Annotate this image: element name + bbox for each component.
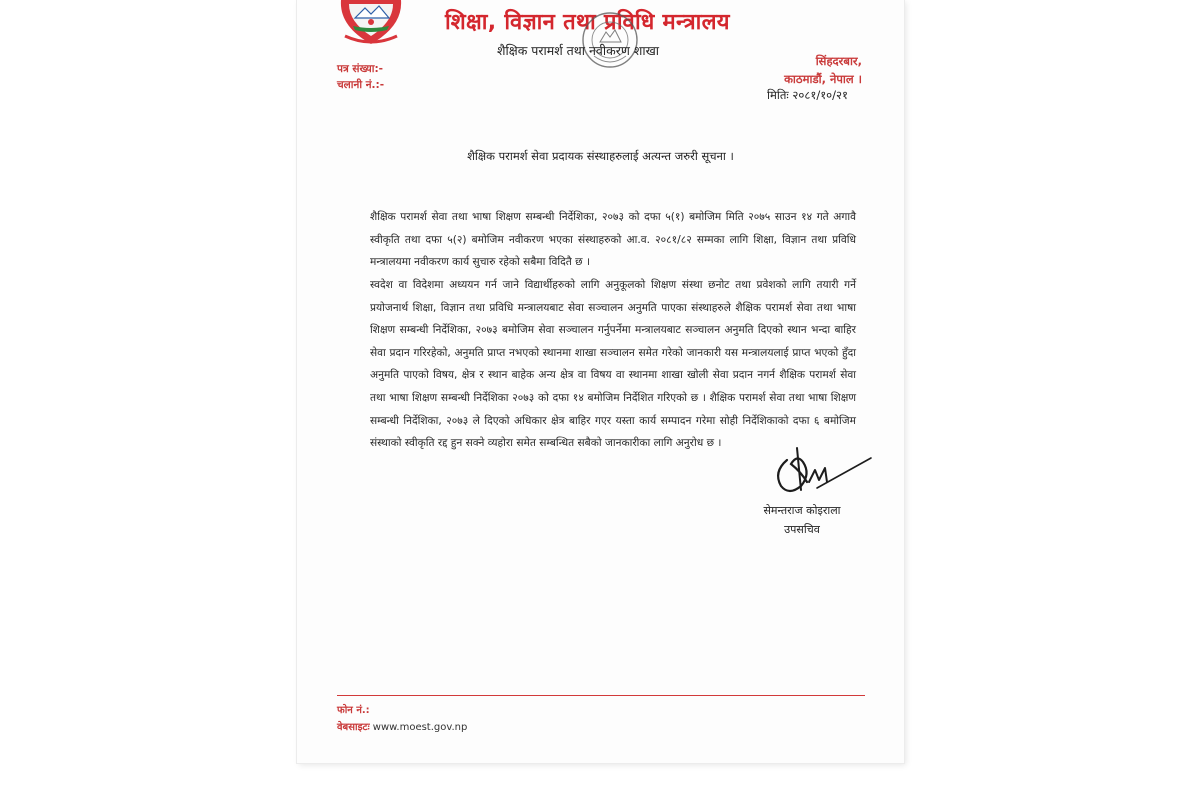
section-name: शैक्षिक परामर्श तथा नवीकरण शाखा [497,43,660,58]
letter-date: मितिः २०८१/१०/२१ [767,88,848,102]
address-line-1: सिंहदरबार, [815,54,862,68]
handwritten-signature [767,442,877,504]
signatory-name: सेमन्तराज कोइराला [763,504,841,517]
footer-phone [337,702,370,716]
footer-website [337,719,467,733]
nepal-government-emblem-icon [335,0,407,46]
footer-divider [337,695,865,696]
phone-label: फोन नं.: [337,705,370,716]
signatory-designation: उपसचिव [784,523,820,536]
notice-subject: शैक्षिक परामर्श सेवा प्रदायक संस्थाहरुलाई अत्यन्त जरुरी सूचना । [467,149,734,163]
body-paragraph-2: स्वदेश वा विदेशमा अध्ययन गर्न जाने विद्यार्थीहरुको लागि अनुकूलको शिक्षण संस्था छनोट तथा प्रवेशको लागि तयारी गर्ने प्रयोजनार्थ शिक्षा, विज्ञान तथा प्रविधि मन्त्रालयबाट सेवा सञ्चालन अनुमति पाएका संस्थाहरुले शैक्षिक परामर्श सेवा तथा भाषा शिक्षण सम्बन्धी निर्देशिका, २०७३ बमोजिम सेवा सञ्चालन गर्नुपर्नेमा मन्त्रालयबाट सञ्चालन अनुमति दिएको स्थान भन्दा बाहिर सेवा प्रदान गरिरहेको, अनुमति प्राप्त नभएको स्थानमा शाखा सञ्चालन समेत गरेको जानकारी यस मन्त्रालयलाई प्राप्त भएको हुँदा अनुमति पाएको विषय, क्षेत्र र स्थान बाहेक अन्य क्षेत्र वा विषय वा स्थानमा शाखा खोली सेवा प्रदान नगर्न शैक्षिक परामर्श सेवा तथा भाषा शिक्षण सम्बन्धी निर्देशिका २०७३ को दफा १४ बमोजिम निर्देशित गरिएको छ । शैक्षिक परामर्श सेवा तथा भाषा शिक्षण सम्बन्धी निर्देशिका, २०७३ ले दिएको अधिकार क्षेत्र बाहिर गएर यस्ता कार्य सम्पादन गरेमा सोही निर्देशिकाको दफा ६ बमोजिम संस्थाको स्वीकृति रद्द हुन सक्ने व्यहोरा समेत सम्बन्धित सबैको जानकारीका लागि अनुरोध छ । [370,279,856,450]
letter-number-label: पत्र संख्या:- [337,63,384,75]
dispatch-number-label: चलानी नं.:- [337,79,385,91]
address-line-2: काठमाडौं, नेपाल । [784,72,862,86]
body-paragraph-1: शैक्षिक परामर्श सेवा तथा भाषा शिक्षण सम्बन्धी निर्देशिका, २०७३ को दफा ५(१) बमोजिम मिति २०७५ साउन १४ गते अगावै स्वीकृति तथा दफा ५(२) बमोजिम नवीकरण भएका संस्थाहरुको आ.व. २०८१/८२ सम्मका लागि शिक्षा, विज्ञान तथा प्रविधि मन्त्रालयमा नवीकरण कार्य सुचारु रहेको सबैमा विदितै छ । [370,211,856,269]
website-link[interactable]: www.moest.gov.np [372,722,468,733]
letter-page [297,0,904,763]
website-label: वेबसाइटः [337,722,370,733]
ministry-name: शिक्षा, विज्ञान तथा प्रविधि मन्त्रालय [445,10,730,35]
